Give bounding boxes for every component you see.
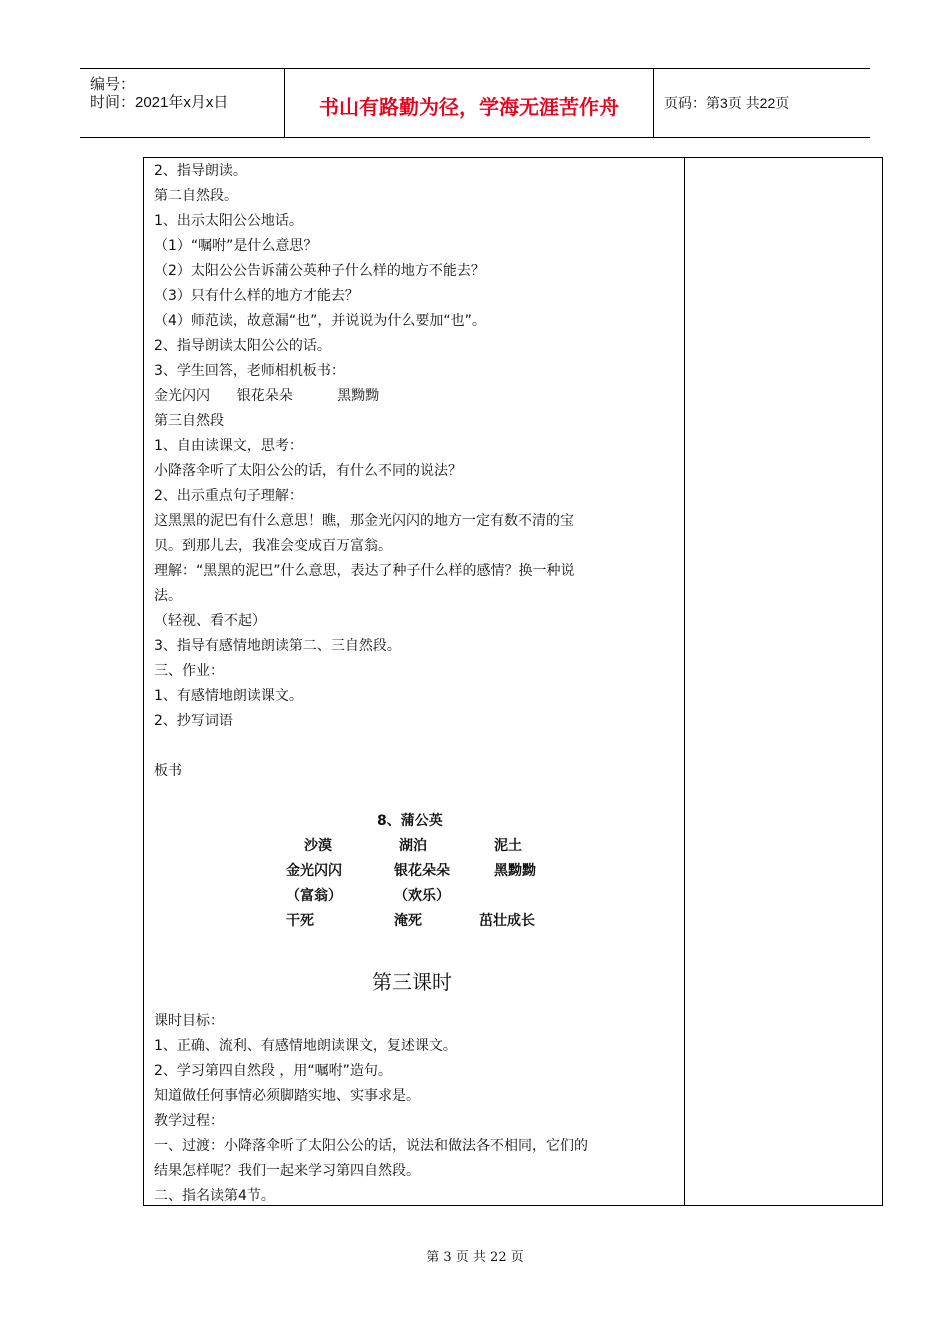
body-line: （2）太阳公公告诉蒲公英种子什么样的地方不能去？ (154, 263, 485, 279)
lesson3-line: 二、指名读第4节。 (154, 1188, 275, 1204)
body-line: 第二自然段。 (154, 188, 238, 204)
lesson3-line: 知道做任何事情必须脚踏实地、实事求是。 (154, 1088, 420, 1104)
lesson3-title: 第三课时 (372, 970, 452, 994)
board-cell: （富翁） (286, 888, 342, 904)
header-meta (80, 69, 285, 137)
board-cell: 沙漠 (304, 838, 332, 854)
lesson3-line: 1、正确、流利、有感情地朗读课文，复述课文。 (154, 1038, 457, 1054)
board-cell: 干死 (286, 913, 314, 929)
body-line: 3、学生回答，老师相机板书： (154, 363, 345, 379)
body-line: 三、作业： (154, 663, 224, 679)
body-line: 金光闪闪 银花朵朵 黑黝黝 (154, 388, 380, 404)
board-cell: 淹死 (394, 913, 422, 929)
board-cell: 黑黝黝 (494, 863, 536, 879)
body-line: 2、指导朗读太阳公公的话。 (154, 338, 331, 354)
body-line: （3）只有什么样的地方才能去？ (154, 288, 359, 304)
body-line: 第三自然段 (154, 413, 224, 429)
body-line: 法。 (154, 588, 182, 604)
body-line: 1、有感情地朗读课文。 (154, 688, 303, 704)
board-cell: 金光闪闪 (286, 863, 342, 879)
serial-label: 编号： (90, 76, 136, 93)
lesson3-line: 结果怎样呢？我们一起来学习第四自然段。 (154, 1163, 420, 1179)
board-cell: 湖泊 (399, 838, 427, 854)
board-cell: 银花朵朵 (394, 863, 450, 879)
board-cell: 茁壮成长 (479, 913, 535, 929)
body-line: 1、自由读课文，思考： (154, 438, 303, 454)
motto-text: 书山有路勤为径，学海无涯苦作舟 (319, 94, 619, 119)
header-page-info: 页码：第3页 共22页 (664, 95, 790, 111)
body-line: （4）师范读，故意漏“也”，并说说为什么要加“也”。 (154, 313, 486, 329)
page-footer: 第 3 页 共 22 页 (426, 1250, 524, 1265)
body-line: 3、指导有感情地朗读第二、三自然段。 (154, 638, 401, 654)
board-cell: （欢乐） (394, 888, 450, 904)
lesson3-line: 教学过程： (154, 1113, 224, 1129)
lesson3-line: 一、过渡：小降落伞听了太阳公公的话，说法和做法各不相同，它们的 (154, 1138, 588, 1154)
board-cell: 泥土 (494, 838, 522, 854)
page-header (80, 68, 870, 138)
body-line: 小降落伞听了太阳公公的话，有什么不同的说法？ (154, 463, 462, 479)
date-label: 时间：2021年x月x日 (90, 94, 229, 111)
lesson-table (143, 157, 883, 1206)
body-line: 这黑黑的泥巴有什么意思！瞧，那金光闪闪的地方一定有数不清的宝 (154, 513, 574, 529)
lesson3-line: 课时目标： (154, 1013, 224, 1029)
body-line: 1、出示太阳公公地话。 (154, 213, 303, 229)
column-divider (684, 158, 685, 1205)
body-line: （轻视、看不起） (154, 613, 266, 629)
lesson3-line: 2、学习第四自然段 ，用“嘱咐”造句。 (154, 1063, 392, 1079)
body-line: 2、出示重点句子理解： (154, 488, 303, 504)
header-motto (285, 69, 654, 137)
board-label: 板书 (154, 763, 182, 779)
body-line: （1）“嘱咐”是什么意思？ (154, 238, 318, 254)
body-line: 2、指导朗读。 (154, 163, 247, 179)
body-line: 理解：“黑黑的泥巴”什么意思，表达了种子什么样的感情？换一种说 (154, 563, 575, 579)
body-line: 贝。到那儿去，我准会变成百万富翁。 (154, 538, 392, 554)
body-line: 2、抄写词语 (154, 713, 233, 729)
board-title: 8、蒲公英 (377, 813, 443, 829)
